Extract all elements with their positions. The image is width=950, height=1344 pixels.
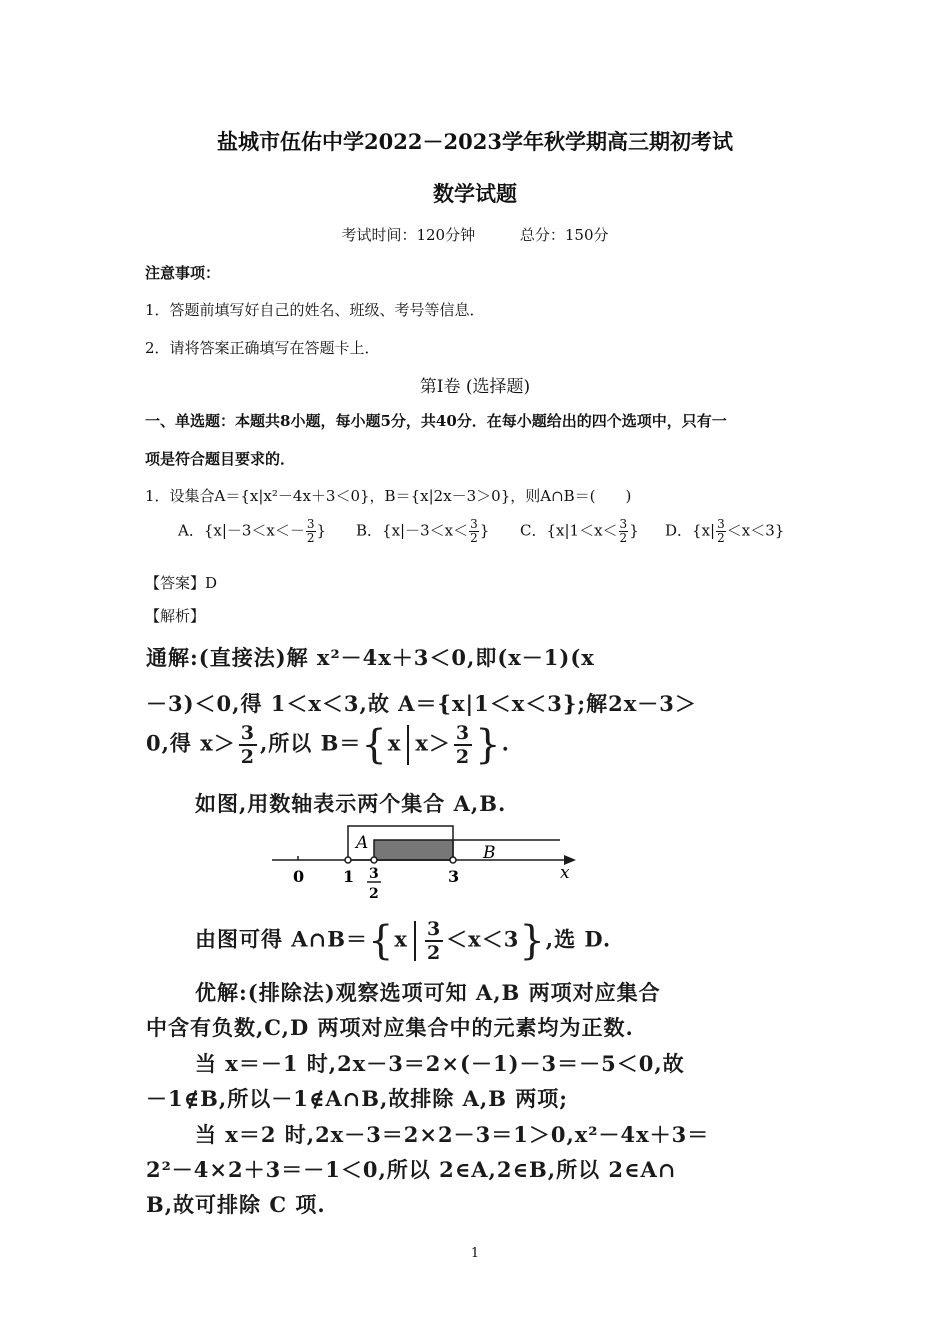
option-a: A．{x|－3＜x＜－ $\frac{3}{2}$ } (178, 517, 327, 545)
notes-heading: 注意事项： (145, 264, 221, 282)
open-point-three-halves (371, 857, 377, 863)
tick-label-3: 3 (448, 867, 460, 886)
note-item-1: 1．答题前填写好自己的姓名、班级、考号等信息． (145, 301, 485, 319)
solution-line-4: 如图,用数轴表示两个集合 A,B. (195, 791, 507, 816)
total-score: 总分：150分 (519, 226, 609, 244)
solution-line-7: 中含有负数,C,D 两项对应集合中的元素均为正数. (146, 1015, 634, 1040)
fraction: $\frac{3}{2}$ (306, 517, 315, 545)
number-line-diagram (268, 818, 588, 910)
label-set-b: B (483, 843, 496, 863)
solution-line-8: 当 x＝－1 时,2x－3＝2×(－1)－3＝－5＜0,故 (195, 1051, 685, 1076)
tick-label-frac-den: 2 (369, 886, 379, 902)
tick-label-frac-num: 3 (369, 866, 379, 882)
option-c: C．{x|1＜x＜ $\frac{3}{2}$ } (520, 517, 639, 545)
section-instructions-2: 项是符合题目要求的． (145, 450, 296, 468)
answer-line: 【答案】D (145, 574, 218, 592)
option-d: D．{x| $\frac{3}{2}$ ＜x＜3} (665, 517, 785, 545)
fraction: $\frac{3}{2}$ (470, 517, 478, 545)
exam-time: 考试时间：120分钟 (341, 226, 476, 244)
solution-line-9: －1∉B,所以－1∉A∩B,故排除 A,B 两项; (146, 1086, 569, 1111)
fraction: $\frac{3}{2}$ (426, 918, 442, 964)
volume-title: 第I卷 (选择题) (419, 377, 531, 397)
question-1-stem: 1．设集合A＝{x|x²－4x＋3＜0}，B＝{x|2x－3＞0}，则A∩B＝( ) (145, 487, 632, 505)
label-set-a: A (356, 833, 369, 853)
open-point-3 (450, 857, 456, 863)
section-instructions-1: 一、单选题：本题共8小题，每小题5分，共40分．在每小题给出的四个选项中，只有一 (145, 412, 727, 430)
solution-line-2: －3)＜0,得 1＜x＜3,故 A＝{x|1＜x＜3};解2x－3＞ (146, 691, 697, 716)
tick-label-1: 1 (343, 867, 355, 886)
tick-label-0: 0 (293, 867, 305, 886)
solution-line-11: 2²－4×2＋3＝－1＜0,所以 2∈A,2∈B,所以 2∈A∩ (146, 1157, 677, 1182)
exam-meta (0, 224, 950, 245)
note-item-2: 2．请将答案正确填写在答题卡上． (145, 339, 380, 357)
solution-line-12: B,故可排除 C 项. (146, 1192, 326, 1217)
solution-line-1: 通解:(直接法)解 x²－4x＋3＜0,即(x－1)(x (146, 645, 595, 670)
fraction: $\frac{3}{2}$ (619, 517, 628, 545)
option-b: B．{x|－3＜x＜ $\frac{3}{2}$ } (356, 517, 490, 545)
solution-line-3: 0,得 x＞ $\frac{3}{2}$ ,所以 B＝{x x＞ $\frac{3}{2}$ }. (146, 722, 510, 768)
intersection-shade (374, 840, 453, 860)
page-number: 1 (470, 1246, 480, 1261)
document-subtitle: 数学试题 (433, 181, 517, 206)
fraction: $\frac{3}{2}$ (455, 722, 471, 768)
analysis-label: 【解析】 (145, 607, 206, 625)
fraction: $\frac{3}{2}$ (717, 517, 725, 545)
label-axis-x: x (560, 863, 570, 883)
document-title: 盐城市伍佑中学2022－2023学年秋学期高三期初考试 (217, 129, 733, 154)
solution-line-6: 优解:(排除法)观察选项可知 A,B 两项对应集合 (195, 980, 661, 1005)
open-point-1 (345, 857, 351, 863)
solution-line-10: 当 x＝2 时,2x－3＝2×2－3＝1＞0,x²－4x＋3＝ (195, 1122, 710, 1147)
fraction: $\frac{3}{2}$ (240, 722, 255, 768)
solution-line-5: 由图可得 A∩B＝{x $\frac{3}{2}$ ＜x＜3},选 D. (195, 918, 612, 964)
